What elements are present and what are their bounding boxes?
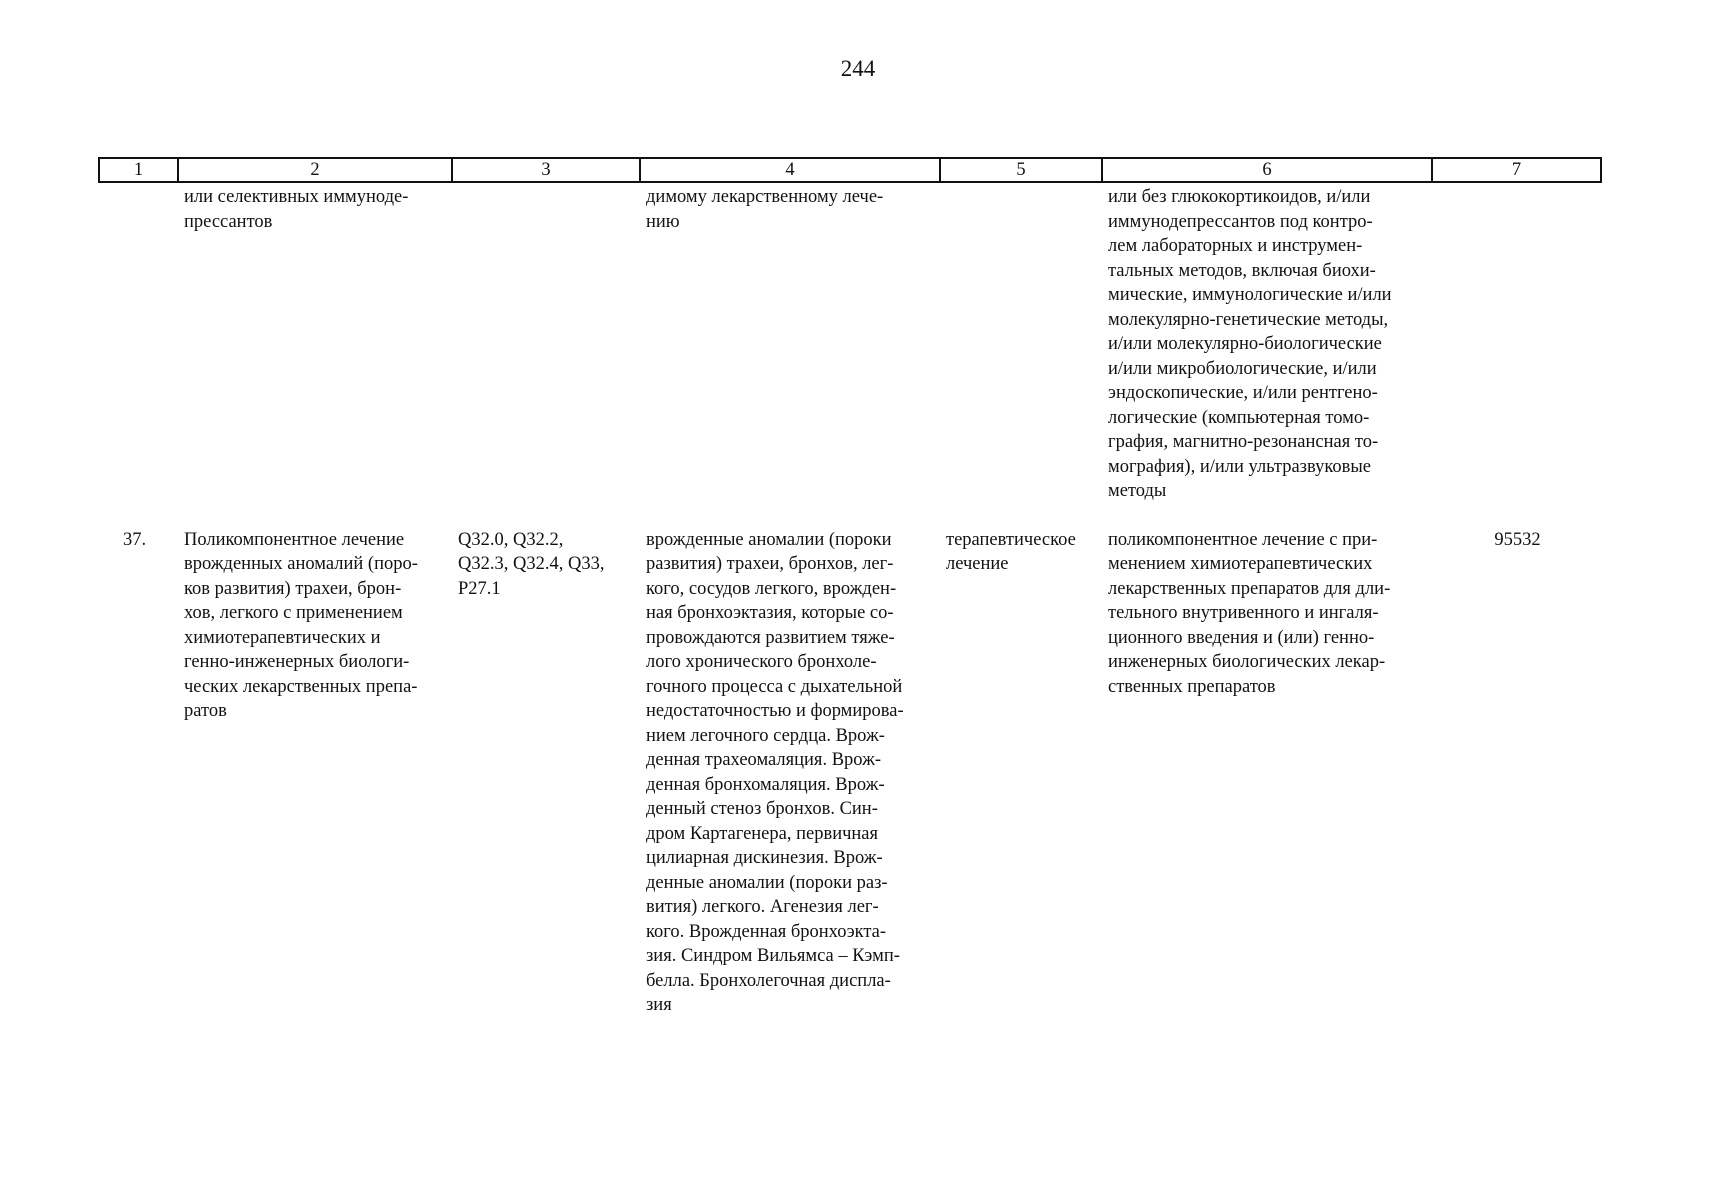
- cell-text-line: денная трахеомаляция. Врож-: [646, 750, 882, 770]
- page-number: 244: [840, 56, 876, 81]
- cell-text-line: методы: [1108, 481, 1167, 501]
- cell-text-line: молекулярно-генетические методы,: [1108, 309, 1389, 330]
- cell-text-line: эндоскопические, и/или рентгено-: [1108, 383, 1378, 403]
- table-cell-row-number: [99, 528, 178, 1018]
- cell-text-line: гочного процесса с дыхательной: [646, 676, 903, 697]
- cell-text-line: денный стеноз бронхов. Син-: [646, 799, 878, 819]
- cell-text-line: тельного внутривенного и ингаля-: [1108, 603, 1379, 623]
- cell-text-line: недостаточностью и формирова-: [646, 701, 904, 721]
- cell-text-line: P27.1: [458, 578, 501, 599]
- cell-text-line: развития) трахеи, бронхов, лег-: [646, 554, 894, 574]
- column-number-header: 1: [99, 158, 178, 182]
- cell-text-line: цилиарная дискинезия. Врож-: [646, 848, 883, 868]
- cell-text-line: Поликомпонентное лечение: [184, 529, 405, 550]
- cell-text-line: кого. Врожденная бронхоэкта-: [646, 921, 887, 942]
- cell-text-line: прессантов: [184, 211, 273, 232]
- cell-text-line: лечение: [946, 554, 1009, 574]
- cell-text-line: или без глюкокортикоидов, и/или: [1108, 187, 1371, 207]
- cell-text-line: врожденных аномалий (поро-: [184, 554, 418, 574]
- cell-text-line: врожденные аномалии (пороки: [646, 529, 892, 550]
- cell-text-line: инженерных биологических лекар-: [1108, 652, 1386, 672]
- cell-text-line: зия. Синдром Вильямса – Кэмп-: [646, 946, 900, 966]
- table-cell-care-type: [178, 182, 452, 528]
- cell-text-line: 37.: [123, 529, 147, 550]
- cell-text-line: или селективных иммуноде-: [184, 187, 409, 207]
- cell-text-line: белла. Бронхолегочная диспла-: [646, 970, 891, 991]
- cell-text-line: иммунодепрессантов под контро-: [1108, 211, 1373, 232]
- cell-text-line: и/или молекулярно-биологические: [1108, 334, 1382, 354]
- cell-text-line: нию: [646, 211, 680, 232]
- cell-text-line: провождаются развитием тяже-: [646, 627, 895, 648]
- cell-text-line: 95532: [1494, 529, 1541, 550]
- cell-text-line: кого, сосудов легкого, врожден-: [646, 578, 897, 599]
- cell-text-line: мические, иммунологические и/или: [1108, 285, 1392, 305]
- cell-text-line: ческих лекарственных препа-: [184, 676, 418, 697]
- cell-text-line: лем лабораторных и инструмен-: [1108, 236, 1363, 256]
- cell-text-line: лекарственных препаратов для дли-: [1108, 578, 1391, 599]
- column-number-header: 7: [1432, 158, 1601, 182]
- column-number-header: 3: [452, 158, 640, 182]
- table-cell-care-type: [178, 528, 452, 1018]
- column-number-header: 4: [640, 158, 940, 182]
- cell-text-line: Q32.3, Q32.4, Q33,: [458, 554, 605, 574]
- cell-text-line: поликомпонентное лечение с при-: [1108, 529, 1378, 550]
- table-cell-treatment-method: [1102, 182, 1432, 528]
- column-number-header: 2: [178, 158, 452, 182]
- cell-text-line: графия, магнитно-резонансная то-: [1108, 432, 1379, 452]
- column-number-header: 6: [1102, 158, 1432, 182]
- cell-text-line: генно-инженерных биологи-: [184, 652, 410, 672]
- table-cell-cost: [1432, 528, 1601, 1018]
- table-cell-patient-model: [640, 182, 940, 528]
- cell-text-line: ственных препаратов: [1108, 676, 1276, 697]
- cell-text-line: Q32.0, Q32.2,: [458, 529, 564, 550]
- column-number-header-row: [99, 158, 1601, 182]
- table-cell-treatment-type: [940, 182, 1102, 528]
- table-cell-treatment-method: [1102, 528, 1432, 1018]
- table-cell-cost: [1432, 182, 1601, 528]
- cell-text-line: димому лекарственному лече-: [646, 187, 884, 207]
- cell-text-line: ратов: [184, 701, 227, 721]
- table-row-continuation: [99, 182, 1601, 528]
- medical-care-table: [98, 157, 1602, 1018]
- cell-text-line: ков развития) трахеи, брон-: [184, 578, 402, 599]
- cell-text-line: хов, легкого с применением: [184, 603, 403, 623]
- cell-text-line: вития) легкого. Агенезия лег-: [646, 897, 879, 917]
- cell-text-line: химиотерапевтических и: [184, 627, 381, 648]
- table-row-37: [99, 528, 1601, 1018]
- cell-text-line: денные аномалии (пороки раз-: [646, 872, 888, 893]
- table-cell-patient-model: [640, 528, 940, 1018]
- table-cell: [99, 182, 178, 528]
- cell-text-line: менением химиотерапевтических: [1108, 554, 1373, 574]
- cell-text-line: нием легочного сердца. Врож-: [646, 725, 885, 746]
- cell-text-line: ная бронхоэктазия, которые со-: [646, 603, 894, 623]
- table-cell-diagnosis-codes: [452, 528, 640, 1018]
- cell-text-line: и/или микробиологические, и/или: [1108, 358, 1377, 379]
- cell-text-line: мография), и/или ультразвуковые: [1108, 456, 1372, 477]
- cell-text-line: дром Картагенера, первичная: [646, 823, 879, 844]
- table-cell-treatment-type: [940, 528, 1102, 1018]
- cell-text-line: логические (компьютерная томо-: [1108, 407, 1370, 428]
- table-cell-diagnosis-codes: [452, 182, 640, 528]
- cell-text-line: зия: [646, 995, 672, 1015]
- cell-text-line: тальных методов, включая биохи-: [1108, 260, 1376, 281]
- cell-text-line: терапевтическое: [946, 529, 1076, 550]
- cell-text-line: ционного введения и (или) генно-: [1108, 627, 1375, 648]
- cell-text-line: денная бронхомаляция. Врож-: [646, 774, 885, 795]
- cell-text-line: лого хронического бронхоле-: [646, 652, 877, 672]
- column-number-header: 5: [940, 158, 1102, 182]
